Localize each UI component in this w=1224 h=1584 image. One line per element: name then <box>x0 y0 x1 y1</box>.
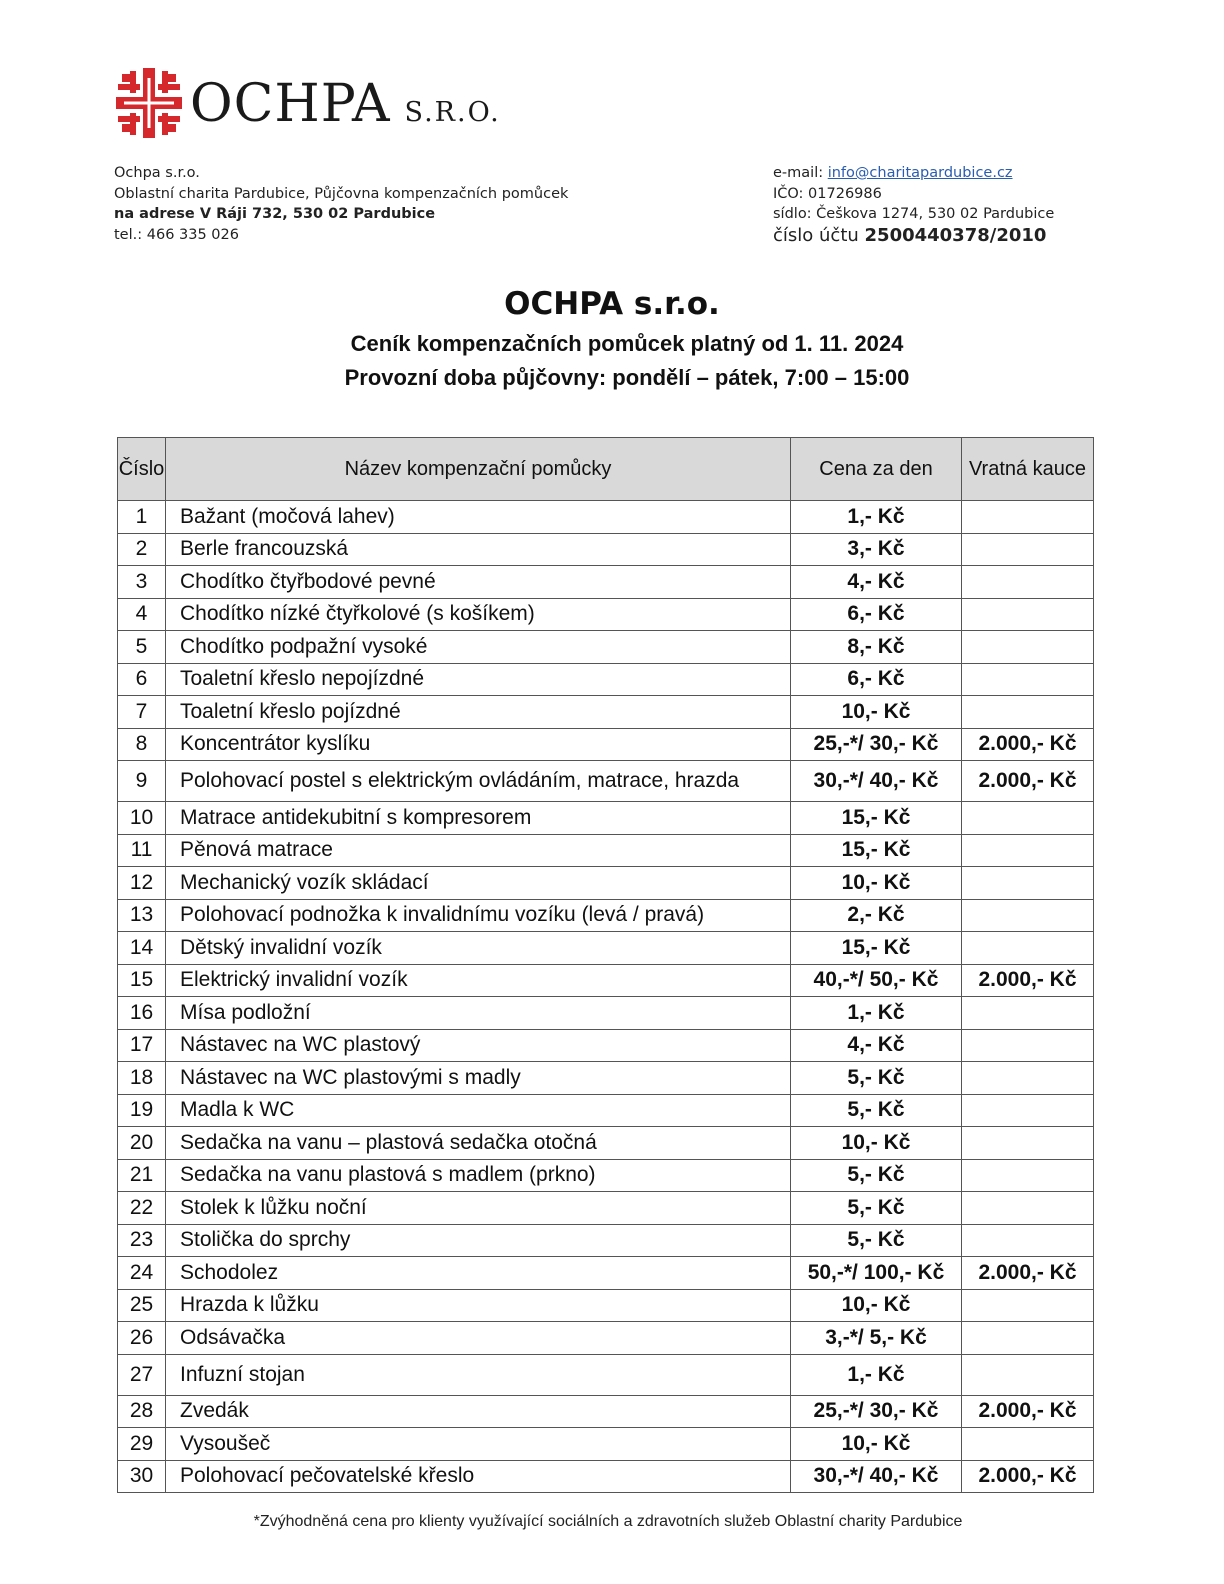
row-deposit <box>962 1029 1094 1062</box>
row-number: 28 <box>118 1395 166 1428</box>
table-row <box>118 566 1094 599</box>
row-number: 11 <box>118 834 166 867</box>
row-deposit <box>962 899 1094 932</box>
row-deposit <box>962 1159 1094 1192</box>
company-name-line: Ochpa s.r.o. <box>114 165 200 181</box>
table-row <box>118 899 1094 932</box>
row-deposit <box>962 867 1094 900</box>
row-deposit <box>962 1322 1094 1355</box>
row-name: Schodolez <box>166 1257 791 1290</box>
row-number: 7 <box>118 696 166 729</box>
row-deposit <box>962 566 1094 599</box>
phone-line: tel.: 466 335 026 <box>114 226 239 243</box>
row-number: 22 <box>118 1192 166 1225</box>
row-number: 9 <box>118 761 166 802</box>
row-deposit <box>962 598 1094 631</box>
row-number: 13 <box>118 899 166 932</box>
row-name: Odsávačka <box>166 1322 791 1355</box>
table-row <box>118 1029 1094 1062</box>
table-row <box>118 1257 1094 1290</box>
table-row <box>118 1460 1094 1493</box>
row-deposit <box>962 1428 1094 1461</box>
row-name: Chodítko čtyřbodové pevné <box>166 566 791 599</box>
logo-suffix: S.R.O. <box>404 97 501 128</box>
row-deposit <box>962 1224 1094 1257</box>
row-name: Toaletní křeslo pojízdné <box>166 696 791 729</box>
table-row <box>118 696 1094 729</box>
row-price: 10,- Kč <box>791 1428 962 1461</box>
table-row <box>118 932 1094 965</box>
contact-block-left <box>114 163 568 245</box>
row-deposit: 2.000,- Kč <box>962 1257 1094 1290</box>
table-row <box>118 834 1094 867</box>
price-list-subtitle: Ceník kompenzačních pomůcek platný od 1. 11. 2024 <box>350 331 904 356</box>
row-number: 26 <box>118 1322 166 1355</box>
row-price: 10,- Kč <box>791 867 962 900</box>
table-row <box>118 1395 1094 1428</box>
row-number: 20 <box>118 1127 166 1160</box>
row-deposit <box>962 631 1094 664</box>
row-price: 1,- Kč <box>791 1354 962 1395</box>
row-number: 29 <box>118 1428 166 1461</box>
row-name: Matrace antidekubitní s kompresorem <box>166 802 791 835</box>
row-deposit: 2.000,- Kč <box>962 728 1094 761</box>
table-row <box>118 1289 1094 1322</box>
row-number: 2 <box>118 533 166 566</box>
row-name: Dětský invalidní vozík <box>166 932 791 965</box>
row-deposit <box>962 501 1094 534</box>
table-row <box>118 533 1094 566</box>
table-row <box>118 964 1094 997</box>
row-price: 10,- Kč <box>791 1289 962 1322</box>
row-name: Polohovací podnožka k invalidnímu vozíku (levá / pravá) <box>166 899 791 932</box>
company-logo <box>116 68 501 138</box>
row-name: Berle francouzská <box>166 533 791 566</box>
row-number: 3 <box>118 566 166 599</box>
row-name: Polohovací postel s elektrickým ovládáním, matrace, hrazda <box>166 761 791 802</box>
row-number: 24 <box>118 1257 166 1290</box>
row-price: 25,-*/ 30,- Kč <box>791 1395 962 1428</box>
row-name: Chodítko nízké čtyřkolové (s košíkem) <box>166 598 791 631</box>
row-name: Hrazda k lůžku <box>166 1289 791 1322</box>
row-name: Zvedák <box>166 1395 791 1428</box>
row-number: 27 <box>118 1354 166 1395</box>
row-price: 15,- Kč <box>791 932 962 965</box>
row-name: Nástavec na WC plastovými s madly <box>166 1062 791 1095</box>
row-price: 10,- Kč <box>791 696 962 729</box>
row-number: 18 <box>118 1062 166 1095</box>
table-row <box>118 1322 1094 1355</box>
row-deposit <box>962 1289 1094 1322</box>
row-deposit: 2.000,- Kč <box>962 1460 1094 1493</box>
row-name: Mechanický vozík skládací <box>166 867 791 900</box>
charity-cross-icon <box>116 68 182 138</box>
row-deposit <box>962 1192 1094 1225</box>
row-name: Nástavec na WC plastový <box>166 1029 791 1062</box>
row-number: 15 <box>118 964 166 997</box>
row-price: 1,- Kč <box>791 997 962 1030</box>
opening-hours-subtitle: Provozní doba půjčovny: pondělí – pátek, 7:00 – 15:00 <box>344 365 910 390</box>
row-number: 30 <box>118 1460 166 1493</box>
row-number: 25 <box>118 1289 166 1322</box>
row-name: Toaletní křeslo nepojízdné <box>166 663 791 696</box>
table-row <box>118 867 1094 900</box>
email-label: e-mail: <box>773 165 828 181</box>
header-name: Název kompenzační pomůcky <box>166 438 791 501</box>
table-row <box>118 728 1094 761</box>
table-row <box>118 761 1094 802</box>
table-header-row <box>118 438 1094 501</box>
account-number: 2500440378/2010 <box>864 224 1047 246</box>
email-line <box>773 163 1054 184</box>
row-name: Stolička do sprchy <box>166 1224 791 1257</box>
table-row <box>118 997 1094 1030</box>
row-price: 3,- Kč <box>791 533 962 566</box>
table-row <box>118 1159 1094 1192</box>
row-price: 5,- Kč <box>791 1159 962 1192</box>
row-price: 40,-*/ 50,- Kč <box>791 964 962 997</box>
price-table <box>117 437 1094 1493</box>
header-number: Číslo <box>118 438 166 501</box>
row-price: 3,-*/ 5,- Kč <box>791 1322 962 1355</box>
row-deposit <box>962 696 1094 729</box>
table-row <box>118 1354 1094 1395</box>
table-row <box>118 598 1094 631</box>
row-price: 30,-*/ 40,- Kč <box>791 761 962 802</box>
row-number: 4 <box>118 598 166 631</box>
row-deposit <box>962 834 1094 867</box>
row-name: Madla k WC <box>166 1094 791 1127</box>
row-deposit <box>962 533 1094 566</box>
table-row <box>118 501 1094 534</box>
row-price: 5,- Kč <box>791 1224 962 1257</box>
logo-name: OCHPA <box>190 74 391 134</box>
row-number: 19 <box>118 1094 166 1127</box>
email-link[interactable]: info@charitapardubice.cz <box>827 165 1013 181</box>
row-deposit <box>962 663 1094 696</box>
contact-block-right <box>773 163 1054 247</box>
row-price: 8,- Kč <box>791 631 962 664</box>
row-price: 6,- Kč <box>791 598 962 631</box>
row-number: 10 <box>118 802 166 835</box>
table-row <box>118 631 1094 664</box>
row-price: 2,- Kč <box>791 899 962 932</box>
row-name: Chodítko podpažní vysoké <box>166 631 791 664</box>
row-name: Mísa podložní <box>166 997 791 1030</box>
row-deposit <box>962 802 1094 835</box>
row-number: 5 <box>118 631 166 664</box>
ico-line: IČO: 01726986 <box>773 185 882 202</box>
row-deposit <box>962 932 1094 965</box>
footnote: *Zvýhodněná cena pro klienty využívající sociálních a zdravotních služeb Oblastní charity Pardubice <box>253 1513 963 1530</box>
row-price: 25,-*/ 30,- Kč <box>791 728 962 761</box>
row-number: 8 <box>118 728 166 761</box>
table-row <box>118 1192 1094 1225</box>
row-name: Vysoušeč <box>166 1428 791 1461</box>
row-price: 15,- Kč <box>791 802 962 835</box>
table-row <box>118 1224 1094 1257</box>
address-line: na adrese V Ráji 732, 530 02 Pardubice <box>114 206 436 222</box>
row-name: Infuzní stojan <box>166 1354 791 1395</box>
row-name: Sedačka na vanu – plastová sedačka otočná <box>166 1127 791 1160</box>
row-number: 23 <box>118 1224 166 1257</box>
row-name: Elektrický invalidní vozík <box>166 964 791 997</box>
row-number: 14 <box>118 932 166 965</box>
row-number: 6 <box>118 663 166 696</box>
header-deposit: Vratná kauce <box>962 438 1094 501</box>
row-price: 5,- Kč <box>791 1062 962 1095</box>
row-name: Sedačka na vanu plastová s madlem (prkno) <box>166 1159 791 1192</box>
table-row <box>118 1062 1094 1095</box>
row-name: Pěnová matrace <box>166 834 791 867</box>
row-name: Bažant (močová lahev) <box>166 501 791 534</box>
row-number: 17 <box>118 1029 166 1062</box>
row-number: 12 <box>118 867 166 900</box>
table-row <box>118 1094 1094 1127</box>
row-price: 1,- Kč <box>791 501 962 534</box>
account-line <box>773 225 1054 247</box>
row-deposit: 2.000,- Kč <box>962 1395 1094 1428</box>
row-price: 5,- Kč <box>791 1094 962 1127</box>
row-deposit: 2.000,- Kč <box>962 761 1094 802</box>
table-row <box>118 802 1094 835</box>
row-number: 16 <box>118 997 166 1030</box>
table-row <box>118 663 1094 696</box>
row-price: 5,- Kč <box>791 1192 962 1225</box>
row-name: Koncentrátor kyslíku <box>166 728 791 761</box>
row-price: 10,- Kč <box>791 1127 962 1160</box>
row-number: 1 <box>118 501 166 534</box>
row-price: 6,- Kč <box>791 663 962 696</box>
row-deposit: 2.000,- Kč <box>962 964 1094 997</box>
row-name: Stolek k lůžku noční <box>166 1192 791 1225</box>
row-deposit <box>962 1127 1094 1160</box>
row-number: 21 <box>118 1159 166 1192</box>
organization-line: Oblastní charita Pardubice, Půjčovna kompenzačních pomůcek <box>114 185 569 202</box>
account-label: číslo účtu <box>773 224 865 246</box>
document-title: OCHPA s.r.o. <box>504 286 720 322</box>
row-price: 50,-*/ 100,- Kč <box>791 1257 962 1290</box>
table-row <box>118 1127 1094 1160</box>
header-price: Cena za den <box>791 438 962 501</box>
row-price: 4,- Kč <box>791 566 962 599</box>
row-deposit <box>962 1062 1094 1095</box>
row-deposit <box>962 997 1094 1030</box>
row-deposit <box>962 1354 1094 1395</box>
row-deposit <box>962 1094 1094 1127</box>
row-price: 4,- Kč <box>791 1029 962 1062</box>
row-name: Polohovací pečovatelské křeslo <box>166 1460 791 1493</box>
row-price: 30,-*/ 40,- Kč <box>791 1460 962 1493</box>
row-price: 15,- Kč <box>791 834 962 867</box>
table-row <box>118 1428 1094 1461</box>
seat-line: sídlo: Češkova 1274, 530 02 Pardubice <box>773 206 1055 222</box>
